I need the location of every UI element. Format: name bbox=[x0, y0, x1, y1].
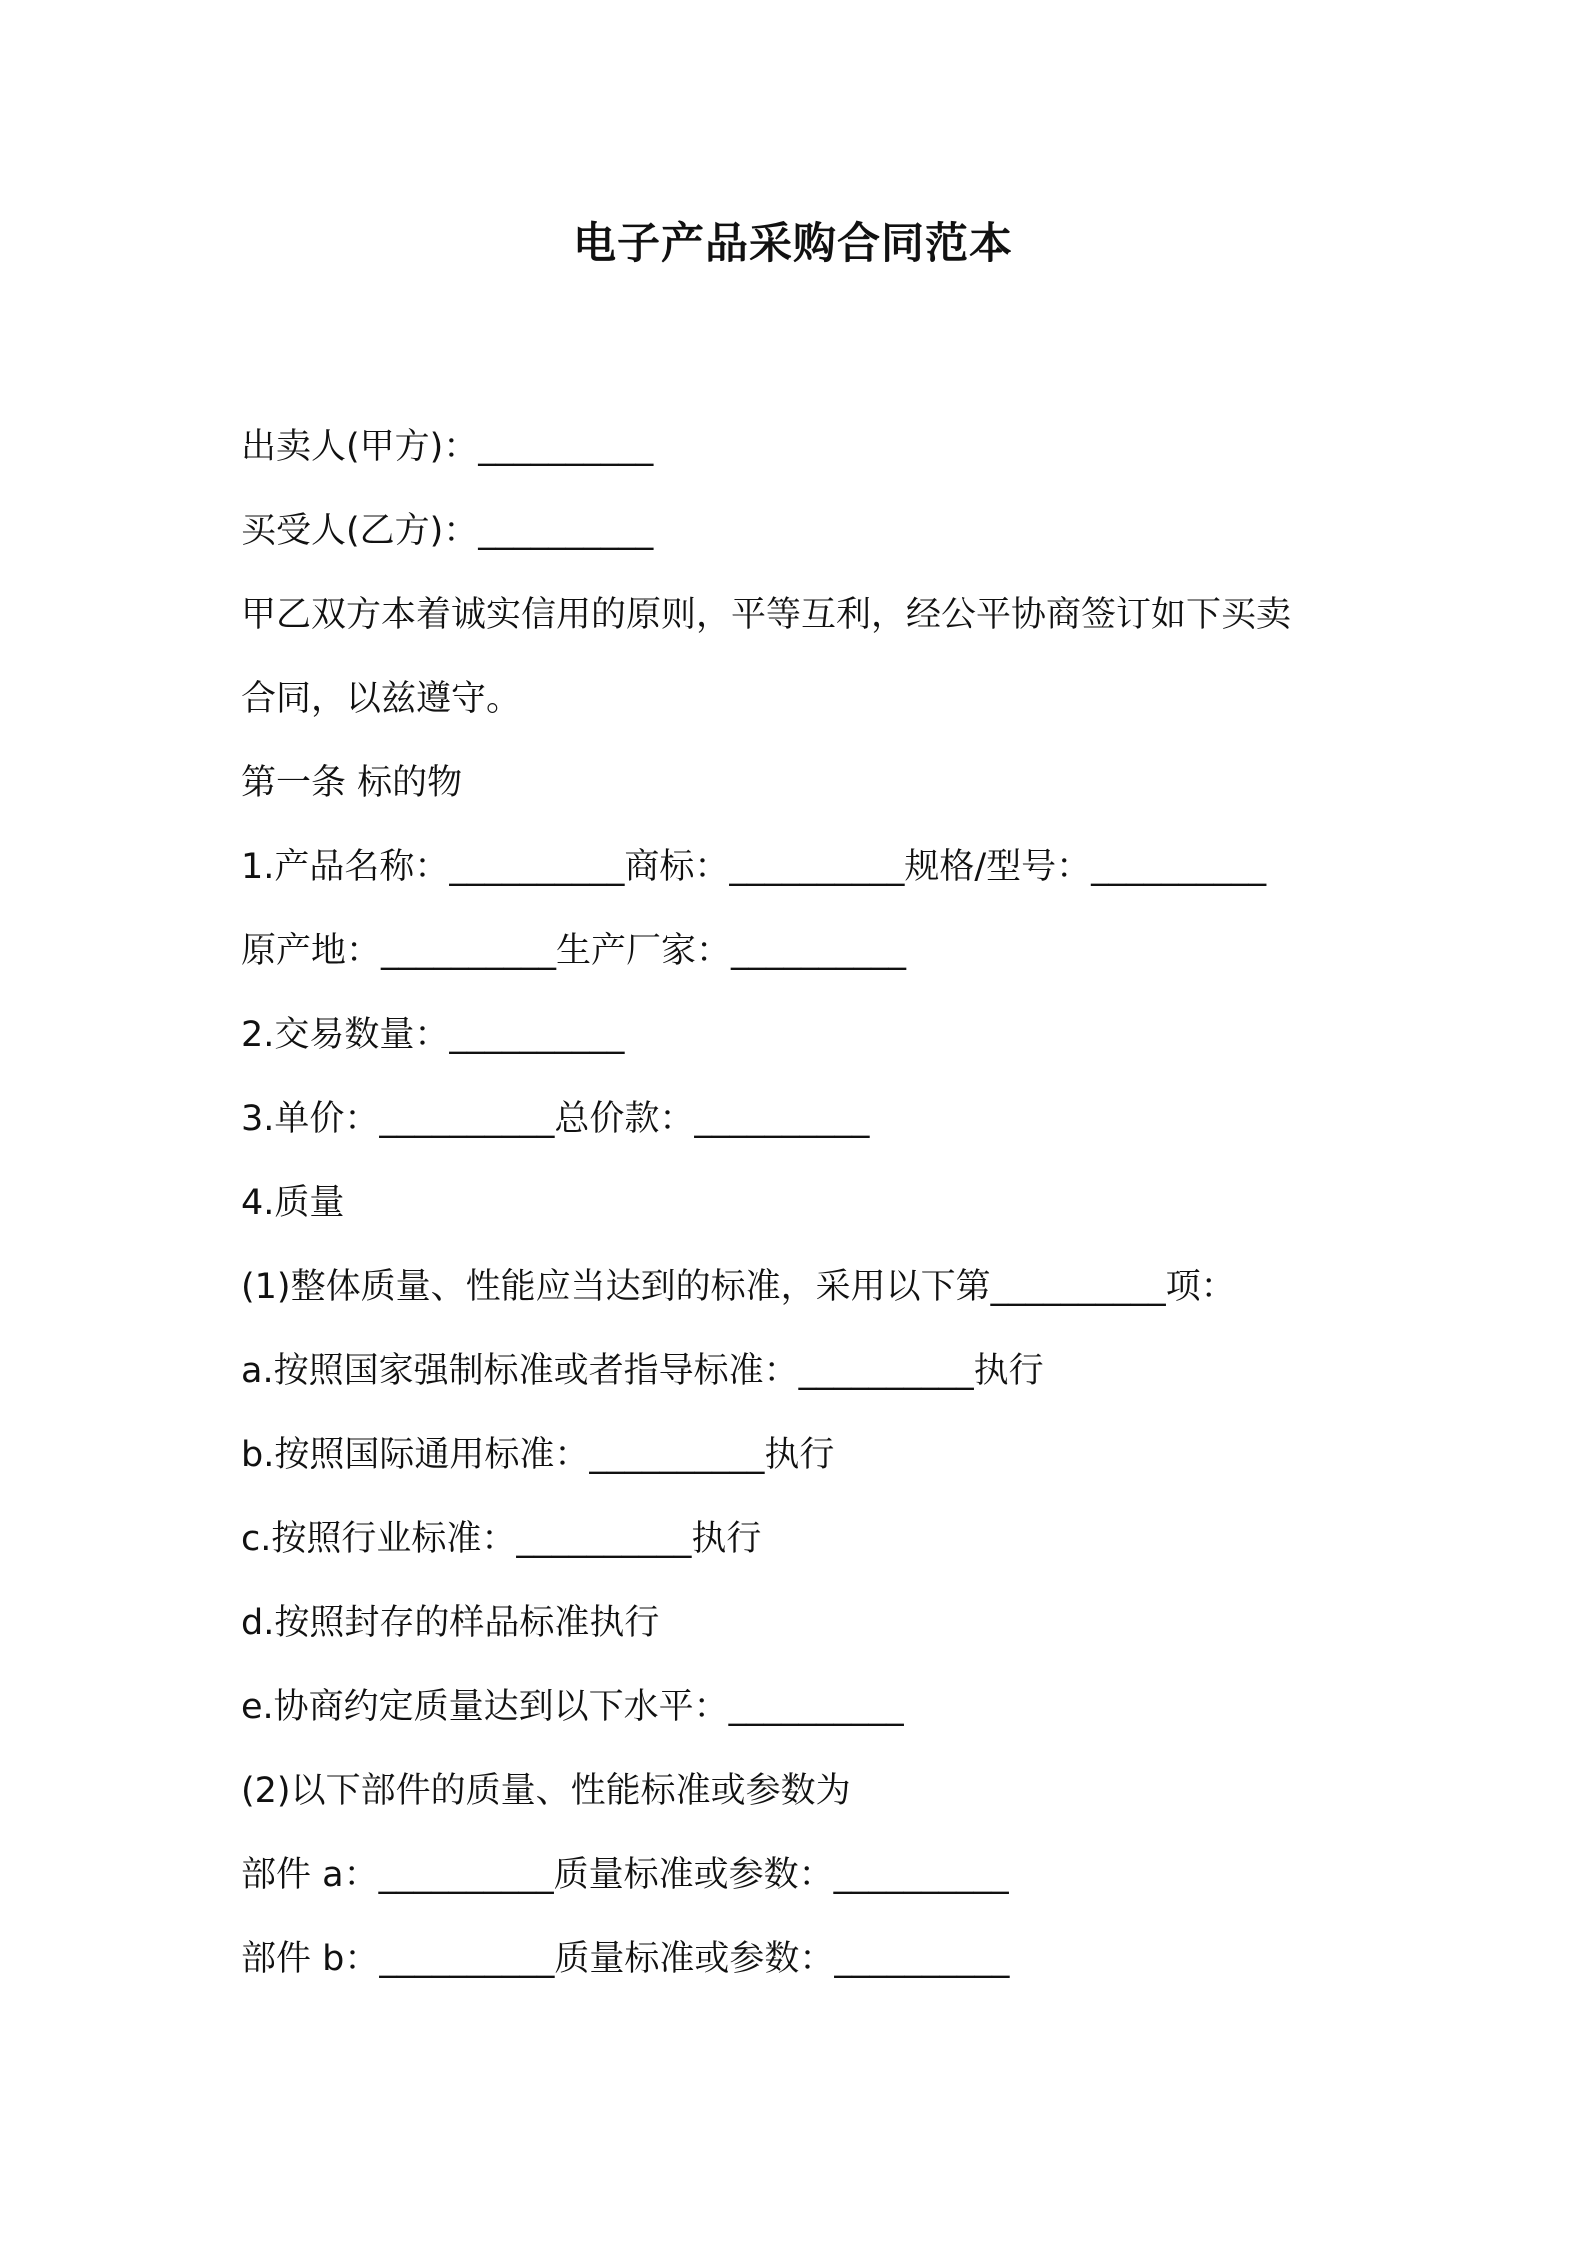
component-standard-heading: (2)以下部件的质量、性能标准或参数为 bbox=[241, 1771, 851, 1811]
buyer-line: 买受人(乙方)：__________ bbox=[241, 511, 654, 551]
quality-option-b: b.按照国际通用标准：__________执行 bbox=[241, 1435, 835, 1475]
quality-option-c: c.按照行业标准：__________执行 bbox=[241, 1519, 762, 1559]
component-b-line: 部件 b：__________质量标准或参数：__________ bbox=[241, 1939, 1010, 1979]
article-1-heading: 第一条 标的物 bbox=[241, 763, 463, 803]
seller-line: 出卖人(甲方)：__________ bbox=[241, 427, 654, 467]
quality-option-e: e.协商约定质量达到以下水平：__________ bbox=[241, 1687, 904, 1727]
preamble-line-2: 合同，以兹遵守。 bbox=[241, 679, 522, 719]
quantity-line: 2.交易数量：__________ bbox=[241, 1015, 625, 1055]
document-title: 电子产品采购合同范本 bbox=[573, 219, 1013, 269]
quality-option-a: a.按照国家强制标准或者指导标准：__________执行 bbox=[241, 1351, 1044, 1391]
document-body bbox=[241, 405, 1381, 2001]
price-line: 3.单价：__________总价款：__________ bbox=[241, 1099, 870, 1139]
origin-manufacturer-line: 原产地：__________生产厂家：__________ bbox=[241, 931, 907, 971]
component-a-line: 部件 a：__________质量标准或参数：__________ bbox=[241, 1855, 1009, 1895]
product-name-line: 1.产品名称：__________商标：__________规格/型号：__________ bbox=[241, 847, 1267, 887]
quality-heading: 4.质量 bbox=[241, 1183, 345, 1223]
quality-standard-line: (1)整体质量、性能应当达到的标准，采用以下第__________项： bbox=[241, 1267, 1236, 1307]
preamble-line-1: 甲乙双方本着诚实信用的原则，平等互利，经公平协商签订如下买卖 bbox=[241, 595, 1292, 635]
quality-option-d: d.按照封存的样品标准执行 bbox=[241, 1603, 660, 1643]
